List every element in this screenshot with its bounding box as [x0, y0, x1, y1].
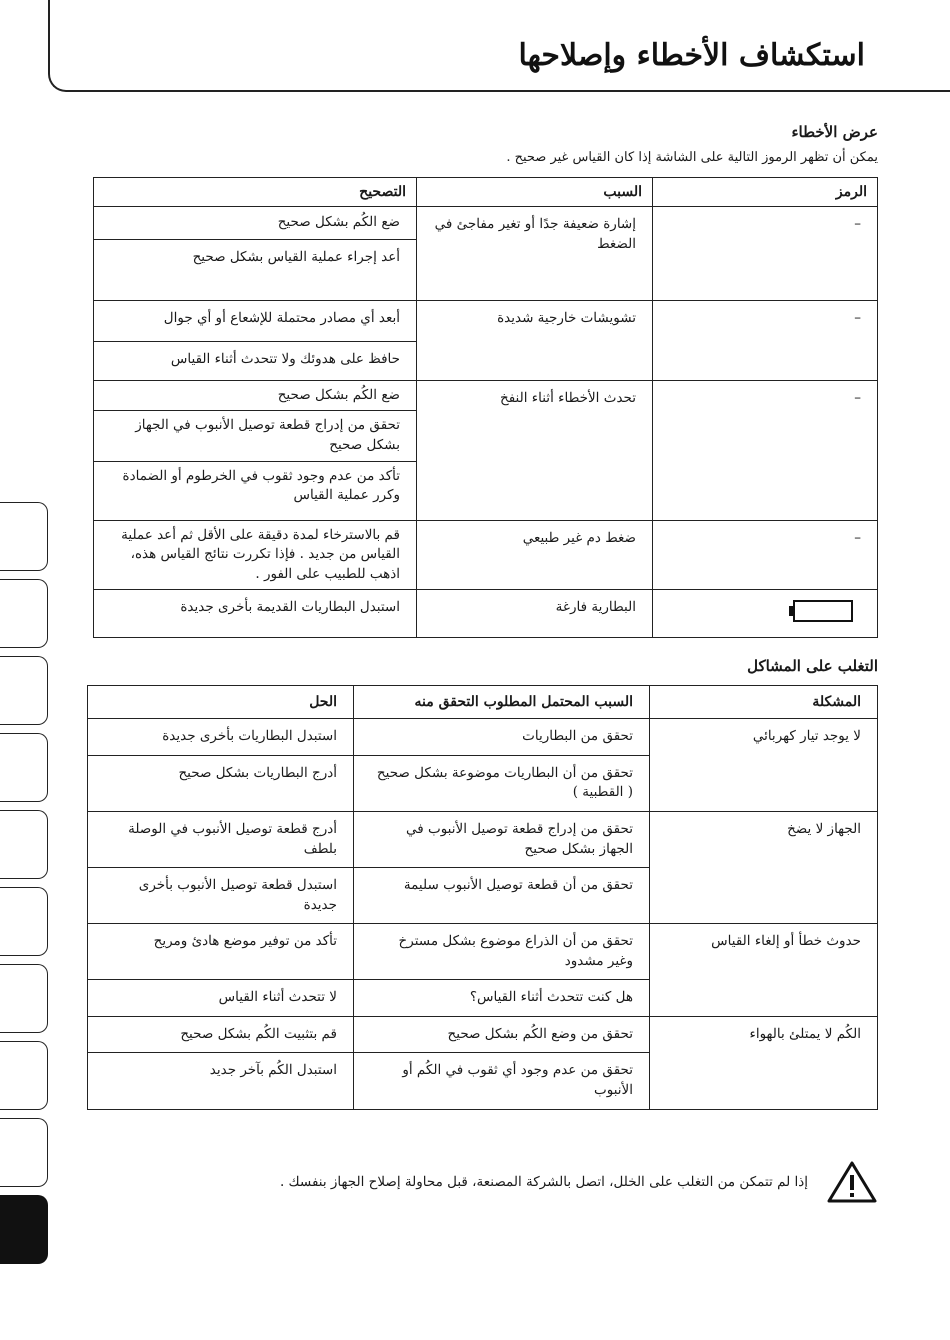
errors-heading: عرض الأخطاء — [791, 123, 878, 141]
side-tab[interactable] — [0, 733, 48, 802]
check-cell: تحقق من أن الذراع موضوع بشكل مسترخ وغير مشدود — [354, 924, 650, 980]
warning-triangle-icon — [826, 1160, 878, 1204]
check-cell: تحقق من أن البطاريات موضوعة بشكل صحيح ( القطبية ) — [354, 755, 650, 811]
cause-cell: ضغط دم غير طبيعي — [417, 520, 653, 590]
symbol-cell: – — [653, 520, 878, 590]
battery-empty-icon — [793, 600, 853, 622]
correction-cell: ضع الكُم بشكل صحيح — [94, 207, 417, 240]
table-row — [94, 590, 878, 638]
errors-table — [93, 177, 878, 638]
table-row — [94, 207, 878, 240]
warning-text: إذا لم تتمكن من التغلب على الخلل، اتصل بالشركة المصنعة، قبل محاولة إصلاح الجهاز بنفسك . — [279, 1174, 808, 1190]
table-row — [88, 719, 878, 756]
cause-cell: إشارة ضعيفة جدًا أو تغير مفاجئ في الضغط — [417, 207, 653, 301]
page-title: استكشاف الأخطاء وإصلاحها — [518, 38, 865, 73]
cause-cell: تشويشات خارجية شديدة — [417, 300, 653, 380]
table-row — [88, 811, 878, 867]
check-cell: تحقق من عدم وجود أي ثقوب في الكُم أو الأنبوب — [354, 1053, 650, 1109]
check-cell: تحقق من البطاريات — [354, 719, 650, 756]
cause-cell: تحدث الأخطاء أثناء النفخ — [417, 380, 653, 520]
solution-cell: لا تتحدث أثناء القياس — [88, 980, 354, 1017]
symbol-cell: – — [653, 207, 878, 301]
side-tab[interactable] — [0, 1118, 48, 1187]
table-header-row — [94, 178, 878, 207]
check-cell: تحقق من أن قطعة توصيل الأنبوب سليمة — [354, 868, 650, 924]
solution-cell: أدرج قطعة توصيل الأنبوب في الوصلة بلطف — [88, 811, 354, 867]
side-tab[interactable] — [0, 964, 48, 1033]
symbol-cell: – — [653, 300, 878, 380]
correction-cell: تحقق من إدراج قطعة توصيل الأنبوب في الجهاز بشكل صحيح — [94, 411, 417, 461]
problem-cell: الجهاز لا يضخ — [650, 811, 878, 923]
warning-note — [280, 1160, 878, 1204]
header-check: السبب المحتمل المطلوب التحقق منه — [354, 686, 650, 719]
solution-cell: استبدل البطاريات بأخرى جديدة — [88, 719, 354, 756]
check-cell: هل كنت تتحدث أثناء القياس؟ — [354, 980, 650, 1017]
side-tab[interactable] — [0, 810, 48, 879]
side-tab[interactable] — [0, 656, 48, 725]
check-cell: تحقق من إدراج قطعة توصيل الأنبوب في الجهاز بشكل صحيح — [354, 811, 650, 867]
correction-cell: ضع الكُم بشكل صحيح — [94, 380, 417, 411]
solution-cell: قم بتثبيت الكُم بشكل صحيح — [88, 1016, 354, 1053]
solution-cell: استبدل قطعة توصيل الأنبوب بأخرى جديدة — [88, 868, 354, 924]
side-tab[interactable] — [0, 502, 48, 571]
header-problem: المشكلة — [650, 686, 878, 719]
header-cause: السبب — [417, 178, 653, 207]
symbol-cell — [653, 590, 878, 638]
solution-cell: استبدل الكُم بآخر جديد — [88, 1053, 354, 1109]
errors-intro: يمكن أن تظهر الرموز التالية على الشاشة إذا كان القياس غير صحيح . — [506, 150, 878, 165]
check-cell: تحقق من وضع الكُم بشكل صحيح — [354, 1016, 650, 1053]
correction-cell: استبدل البطاريات القديمة بأخرى جديدة — [94, 590, 417, 638]
correction-cell: قم بالاسترخاء لمدة دقيقة على الأقل ثم أعد عملية القياس من جديد . فإذا تكررت نتائج القياس هذه، اذهب للطبيب على الفور . — [94, 520, 417, 590]
solution-cell: أدرج البطاريات بشكل صحيح — [88, 755, 354, 811]
table-row — [88, 1016, 878, 1053]
table-row — [94, 300, 878, 341]
side-tab[interactable] — [0, 1041, 48, 1110]
correction-cell: أعد إجراء عملية القياس بشكل صحيح — [94, 239, 417, 300]
cause-cell: البطارية فارغة — [417, 590, 653, 638]
header-solution: الحل — [88, 686, 354, 719]
symbol-cell: – — [653, 380, 878, 520]
correction-cell: أبعد أي مصادر محتملة للإشعاع أو أي جوال — [94, 300, 417, 341]
problem-cell: الكُم لا يمتلئ بالهواء — [650, 1016, 878, 1109]
problem-cell: حدوث خطأ أو إلغاء القياس — [650, 924, 878, 1017]
table-row — [94, 520, 878, 590]
correction-cell: حافظ على هدوئك ولا تتحدث أثناء القياس — [94, 341, 417, 380]
header-correction: التصحيح — [94, 178, 417, 207]
table-row — [88, 924, 878, 980]
side-tab[interactable] — [0, 579, 48, 648]
side-tab[interactable] — [0, 887, 48, 956]
problems-heading: التغلب على المشاكل — [747, 657, 878, 675]
solution-cell: تأكد من توفير موضع هادئ ومريح — [88, 924, 354, 980]
problems-table — [87, 685, 878, 1110]
table-row — [94, 380, 878, 411]
header-symbol: الرمز — [653, 178, 878, 207]
problem-cell: لا يوجد تيار كهربائي — [650, 719, 878, 812]
table-header-row — [88, 686, 878, 719]
side-tab-active[interactable] — [0, 1195, 48, 1264]
correction-cell: تأكد من عدم وجود ثقوب في الخرطوم أو الضمادة وكرر عملية القياس — [94, 461, 417, 520]
